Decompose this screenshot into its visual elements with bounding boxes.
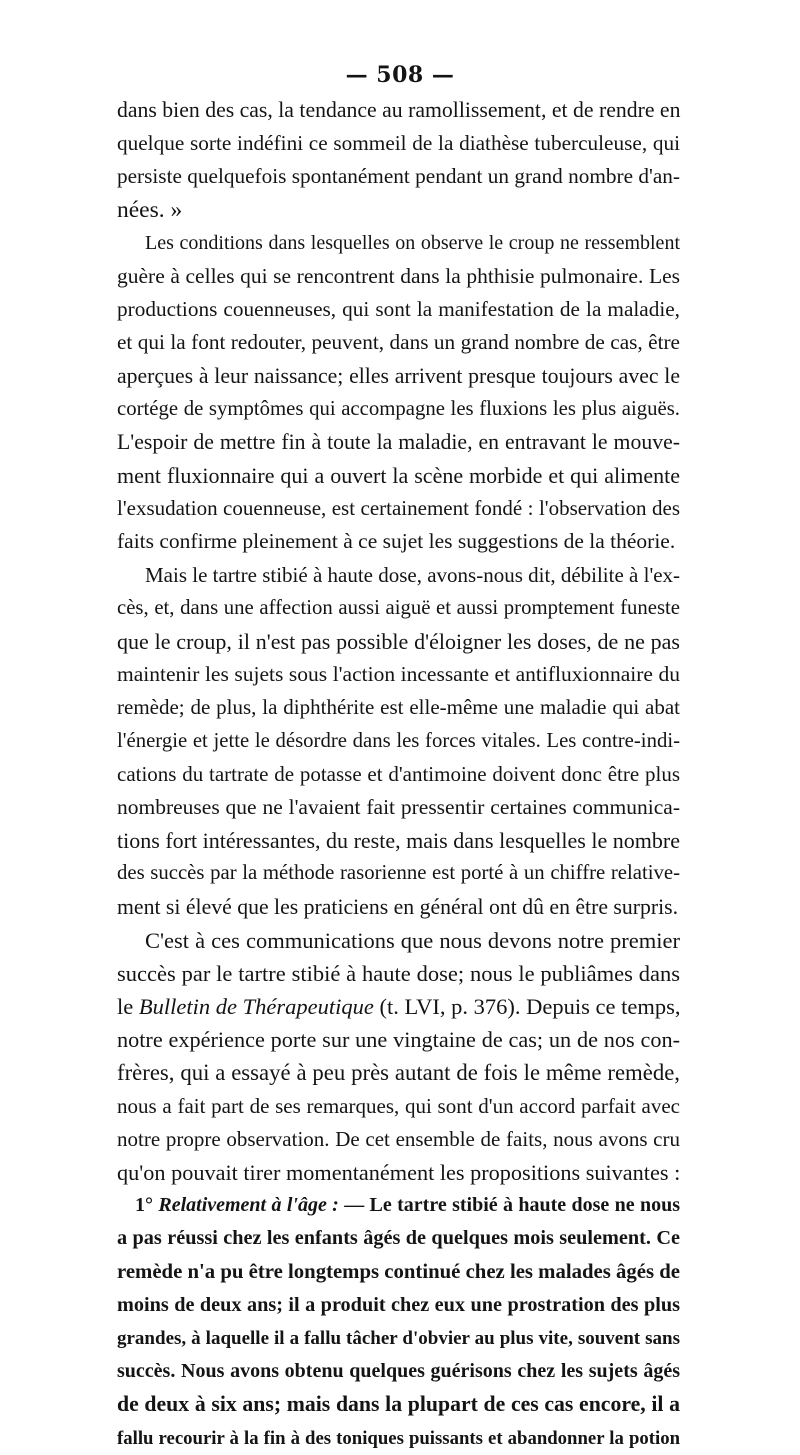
text-line: cortége de symptômes qui accompagne les fluxions les plus aiguës. bbox=[117, 397, 680, 420]
text-line: persiste quelquefois spontanément pendant un grand nombre d'an- bbox=[117, 164, 680, 189]
text-line: fallu recourir à la fin à des toniques puissants et abandonner la potion bbox=[117, 1427, 680, 1449]
text-segment: 1° bbox=[135, 1194, 159, 1217]
text-line: cations du tartrate de potasse et d'antimoine doivent donc être plus bbox=[117, 761, 680, 786]
page-number: — 508 — bbox=[345, 62, 455, 88]
text-line: moins de deux ans; il a produit chez eux une prostration des plus bbox=[117, 1293, 680, 1316]
text-segment: le bbox=[117, 994, 139, 1020]
text-line: nous a fait part de ses remarques, qui sont d'un accord parfait avec bbox=[117, 1093, 680, 1118]
text-segment: (t. LVI, p. 376). Depuis ce temps, bbox=[373, 994, 681, 1020]
text-line: nombreuses que ne l'avaient fait pressentir certaines communica- bbox=[117, 794, 680, 819]
text-line: que le croup, il n'est pas possible d'éloigner les doses, de ne pas bbox=[117, 629, 680, 654]
text-line: dans bien des cas, la tendance au ramollissement, et de rendre en bbox=[117, 98, 681, 122]
text-line: succès par le tartre stibié à haute dose; nous le publiâmes dans bbox=[117, 960, 680, 986]
text-line: nées. » bbox=[117, 196, 183, 223]
italic-title: Relativement à l'âge : bbox=[158, 1194, 339, 1217]
text-line: notre propre observation. De cet ensemble de faits, nous avons cru bbox=[117, 1126, 680, 1151]
text-line: succès. Nous avons obtenu quelques guérisons chez les sujets âgés bbox=[117, 1360, 680, 1383]
text-line: des succès par la méthode rasorienne est porté à un chiffre relative- bbox=[117, 862, 680, 885]
text-line: a pas réussi chez les enfants âgés de quelques mois seulement. Ce bbox=[117, 1227, 680, 1250]
text-line: ment fluxionnaire qui a ouvert la scène morbide et qui alimente bbox=[117, 463, 680, 489]
text-line: guère à celles qui se rencontrent dans la phthisie pulmonaire. Les bbox=[117, 263, 680, 288]
text-line: l'exsudation couenneuse, est certainement fondé : l'observation des bbox=[117, 496, 680, 521]
text-line: productions couenneuses, qui sont la manifestation de la maladie, bbox=[117, 297, 680, 322]
text-line: L'espoir de mettre fin à toute la maladie, en entravant le mouve- bbox=[117, 429, 680, 454]
text-line: l'énergie et jette le désordre dans les forces vitales. Les contre-indi- bbox=[117, 729, 680, 752]
text-line: quelque sorte indéfini ce sommeil de la diathèse tuberculeuse, qui bbox=[117, 131, 680, 156]
text-line bbox=[117, 990, 680, 1023]
italic-title: Bulletin de Thérapeutique bbox=[138, 994, 374, 1020]
text-line: frères, qui a essayé à peu près autant de fois le même remède, bbox=[117, 1060, 680, 1086]
text-line: qu'on pouvait tirer momentanément les propositions suivantes : bbox=[117, 1160, 681, 1185]
text-line: remède; de plus, la diphthérite est elle-même une maladie qui abat bbox=[117, 695, 680, 720]
text-line: maintenir les sujets sous l'action incessante et antifluxionnaire du bbox=[117, 662, 680, 687]
text-line: de deux à six ans; mais dans la plupart de ces cas encore, il a bbox=[117, 1392, 680, 1417]
text-line bbox=[117, 1189, 680, 1222]
text-line: aperçues à leur naissance; elles arrivent presque toujours avec le bbox=[117, 363, 680, 388]
text-line: tions fort intéressantes, du reste, mais dans lesquelles le nombre bbox=[117, 828, 680, 854]
text-line: faits confirme pleinement à ce sujet les suggestions de la théorie. bbox=[117, 529, 676, 554]
text-line: notre expérience porte sur une vingtaine de cas; un de nos con- bbox=[117, 1027, 680, 1053]
text-line: Les conditions dans lesquelles on observe le croup ne ressemblent bbox=[145, 231, 680, 254]
text-line: remède n'a pu être longtemps continué chez les malades âgés de bbox=[117, 1260, 680, 1283]
text-line: ment si élevé que les praticiens en général ont dû en être surpris. bbox=[117, 894, 679, 919]
text-line: et qui la font redouter, peuvent, dans un grand nombre de cas, être bbox=[117, 330, 680, 355]
text-segment: — Le tartre stibié à haute dose ne nous bbox=[338, 1194, 681, 1217]
text-line: cès, et, dans une affection aussi aiguë et aussi promptement funeste bbox=[117, 596, 680, 619]
text-line: grandes, à laquelle il a fallu tâcher d'obvier au plus vite, souvent sans bbox=[117, 1327, 680, 1349]
text-line: Mais le tartre stibié à haute dose, avons-nous dit, débilite à l'ex- bbox=[145, 562, 681, 587]
body-text bbox=[117, 94, 680, 1455]
text-line: C'est à ces communications que nous devons notre premier bbox=[145, 927, 680, 953]
